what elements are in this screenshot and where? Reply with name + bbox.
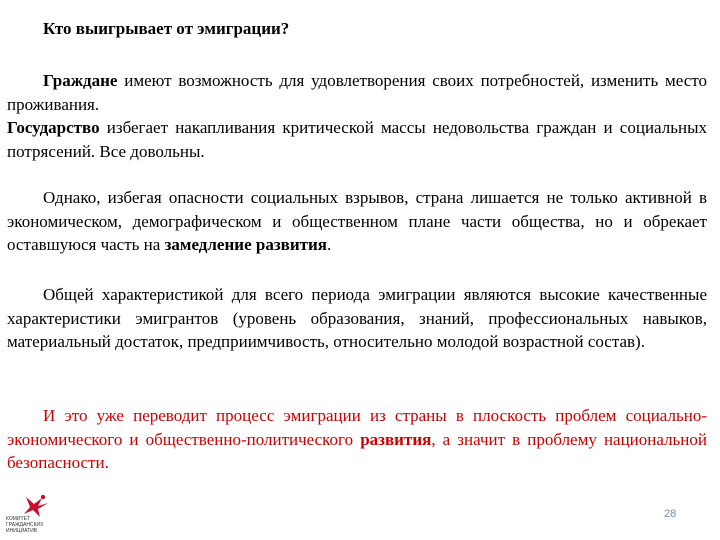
bold-term-development: развития <box>360 429 432 449</box>
slide-title: Кто выигрывает от эмиграции? <box>43 19 290 38</box>
paragraph-text: Однако, избегая опасности социальных взрывов, страна лишается не только активной в экономическом, демографическом и общественном плане части общества, но и обрекает оставшуюся часть на <box>7 188 707 254</box>
paragraph-security-highlight <box>7 404 707 475</box>
logo-figure-icon <box>20 494 60 518</box>
bold-term-state: Государство <box>7 118 100 137</box>
logo-text: КОМИТЕТ ГРАЖДАНСКИХ ИНИЦИАТИВ <box>6 516 44 534</box>
paragraph-characteristics <box>7 283 707 354</box>
paragraph-text: И это уже переводит процесс эмиграции из страны в плоскость проблем социально-экономического и общественно-политического <box>7 406 707 449</box>
paragraph-text: Общей характеристикой для всего периода эмиграции являются высокие качественные характеристики эмигрантов (уровень образования, знаний, профессиональных навыков, материальный достаток, предприимчивость, относительно молодой возрастной состав). <box>7 285 707 351</box>
paragraph-however <box>7 186 707 257</box>
page-number: 28 <box>664 508 677 520</box>
paragraph-text: . <box>326 235 332 254</box>
paragraph-citizens-state <box>7 69 707 163</box>
paragraph-text: , а значит в проблему национальной безопасности. <box>7 429 708 472</box>
paragraph-text: имеют возможность для удовлетворения своих потребностей, изменить место проживания. <box>7 71 707 114</box>
organization-logo <box>6 494 66 538</box>
bold-term-slowdown: замедление развития <box>164 235 327 254</box>
paragraph-text: избегает накапливания критической массы недовольства граждан и социальных потрясений. Все довольны. <box>7 118 707 161</box>
bold-term-citizens: Граждане <box>43 71 118 90</box>
